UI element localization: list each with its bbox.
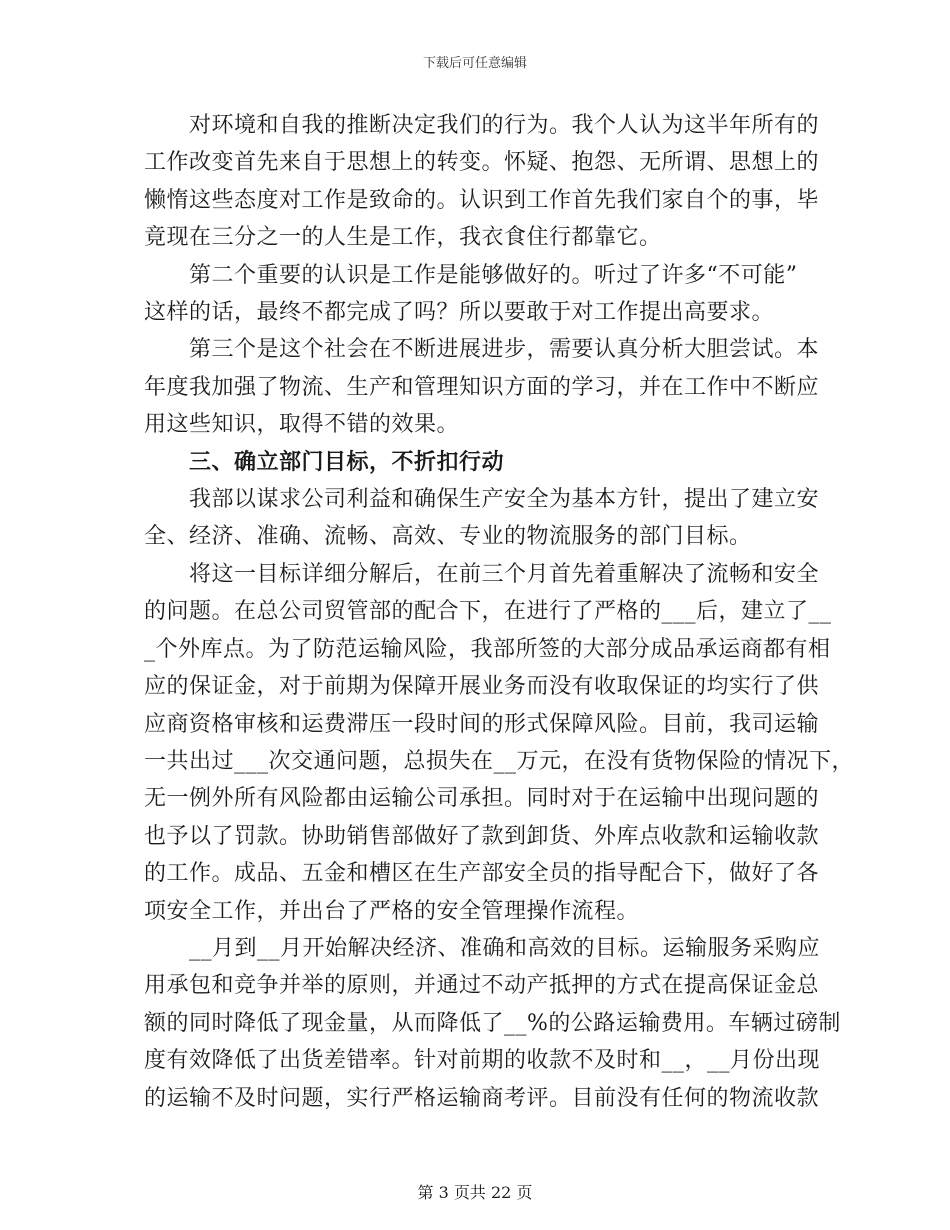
text-line: 度有效降低了出货差错率。针对前期的收款不及时和__，__月份出现 (144, 1048, 821, 1074)
text-line: 的工作。成品、五金和槽区在生产部安全员的指导配合下，做好了各 (144, 861, 820, 887)
text-line: 无一例外所有风险都由运输公司承担。同时对于在运输中出现问题的 (144, 786, 820, 812)
text-line: 应商资格审核和运费滞压一段时间的形式保障风险。目前，我司运输 (144, 711, 820, 737)
text-line: 用承包和竞争并举的原则，并通过不动产抵押的方式在提高保证金总 (144, 973, 820, 999)
text-line: 懒惰这些态度对工作是致命的。认识到工作首先我们家自个的事，毕 (144, 187, 820, 213)
text-line: 额的同时降低了现金量，从而降低了__%的公路运输费用。车辆过磅制 (144, 1010, 841, 1036)
text-line: 一共出过___次交通问题，总损失在__万元，在没有货物保险的情况下， (144, 748, 855, 774)
text-line: 对环境和自我的推断决定我们的行为。我个人认为这半年所有的 (189, 113, 820, 138)
text-line: 也予以了罚款。协助销售部做好了款到卸货、外库点收款和运输收款 (144, 823, 820, 849)
text-line: 全、经济、准确、流畅、高效、专业的物流服务的部门目标。 (144, 524, 752, 550)
page-number: 第 3 页共 22 页 (417, 1183, 533, 1202)
text-line: 用这些知识，取得不错的效果。 (144, 412, 460, 438)
text-line: 第三个是这个社会在不断进展进步，需要认真分析大胆尝试。本 (189, 337, 820, 363)
page-header: 下载后可任意编辑 (422, 56, 527, 71)
text-line: _个外库点。为了防范运输风险，我部所签的大部分成品承运商都有相 (144, 636, 831, 662)
text-line: 三、确立部门目标，不折扣行动 (189, 448, 505, 475)
paragraph (144, 257, 819, 332)
text-line: 年度我加强了物流、生产和管理知识方面的学习，并在工作中不断应 (144, 374, 820, 400)
text-line: 工作改变首先来自于思想上的转变。怀疑、抱怨、无所谓、思想上的 (144, 150, 820, 176)
text-line: 项安全工作，并出台了严格的安全管理操作流程。 (144, 898, 640, 924)
text-line: 应的保证金，对于前期为保障开展业务而没有收取保证的均实行了供 (144, 674, 820, 700)
section-heading (144, 444, 819, 481)
text-line: 的问题。在总公司贸管部的配合下，在进行了严格的___后，建立了__ (144, 599, 832, 625)
text-line: 我部以谋求公司利益和确保生产安全为基本方针，提出了建立安 (189, 487, 820, 513)
text-line: __月到__月开始解决经济、准确和高效的目标。运输服务采购应 (189, 935, 821, 961)
paragraph (144, 331, 819, 443)
text-line: 将这一目标详细分解后，在前三个月首先着重解决了流畅和安全 (189, 561, 820, 587)
text-line: 这样的话，最终不都完成了吗？所以要敢于对工作提出高要求。 (144, 300, 775, 326)
document-body (144, 107, 855, 1117)
text-line: 竟现在三分之一的人生是工作，我衣食住行都靠它。 (144, 225, 662, 251)
paragraph (144, 107, 819, 257)
paragraph (144, 481, 819, 556)
paragraph (144, 930, 841, 1117)
text-line: 第二个重要的认识是工作是能够做好的。听过了许多“不可能” (189, 262, 798, 288)
paragraph (144, 556, 855, 930)
text-line: 的运输不及时问题，实行严格运输商考评。目前没有任何的物流收款 (144, 1085, 820, 1111)
